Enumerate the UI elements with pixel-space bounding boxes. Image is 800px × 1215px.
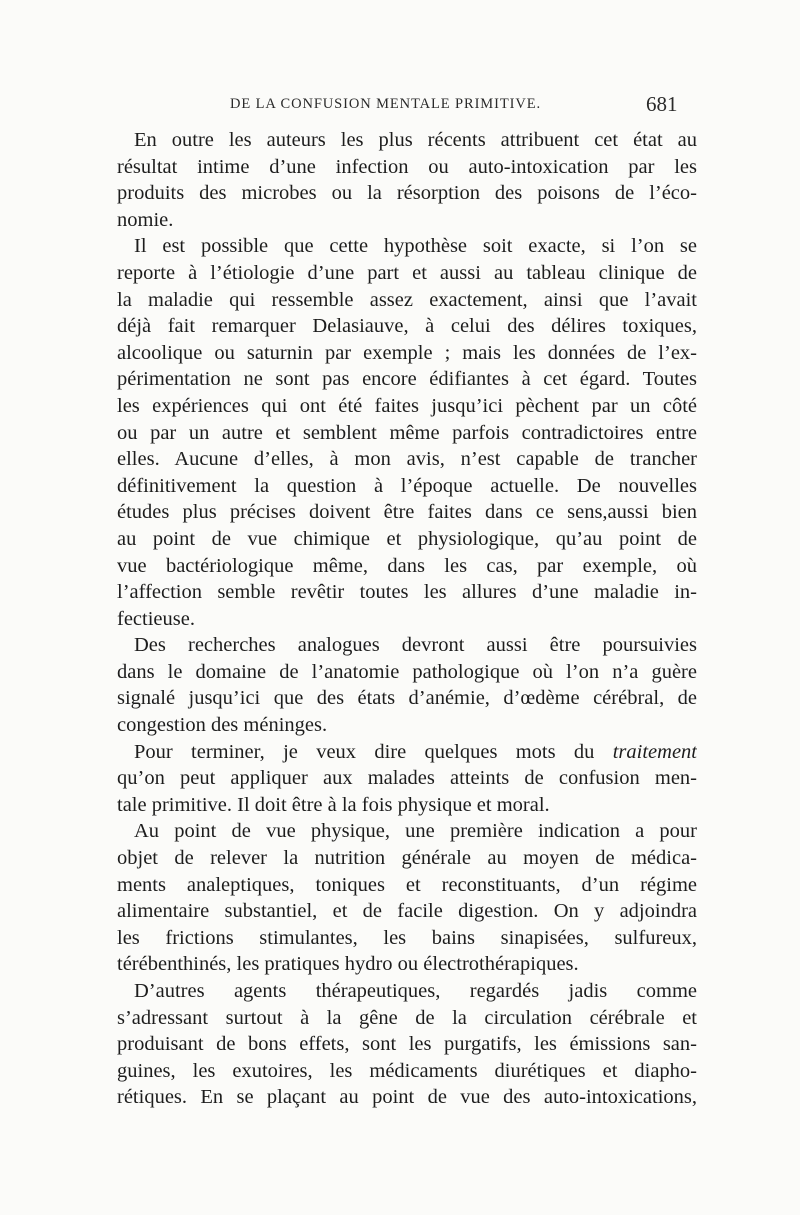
text-line: rétiques. En se plaçant au point de vue des auto-intoxications, [117,1086,697,1109]
text-line: Il est possible que cette hypothèse soit exacte, si l’on se [134,235,697,258]
text-line: études plus précises doivent être faites dans ce sens,aussi bien [117,501,697,524]
italic-term: traitement [612,740,697,763]
text-line: signalé jusqu’ici que des états d’anémie, d’œdème cérébral, de [117,687,697,710]
paragraph [117,632,697,738]
text-line: s’adressant surtout à la gêne de la circulation cérébrale et [117,1006,697,1029]
text-line: l’affection semble revêtir toutes les allures d’une maladie in- [117,581,697,604]
text-line: Au point de vue physique, une première indication a pour [134,820,697,843]
text-line: fectieuse. [117,607,195,630]
text-line: guines, les exutoires, les médicaments diurétiques et diapho- [117,1059,697,1082]
text-line: vue bactériologique même, dans les cas, par exemple, où [117,554,697,577]
text-line: congestion des méninges. [117,714,328,737]
text-line: nomie. [117,208,174,231]
text-line: alimentaire substantiel, et de facile digestion. On y adjoindra [117,900,697,923]
text-line: périmentation ne sont pas encore édifiantes à cet égard. Toutes [117,368,697,391]
paragraph [117,127,697,233]
text-line: produisant de bons effets, sont les purgatifs, les émissions san- [117,1033,697,1056]
text-line: tale primitive. Il doit être à la fois physique et moral. [117,793,550,816]
body-text [117,127,697,1111]
text-run: Pour terminer, je veux dire quelques mots du [134,740,613,763]
text-line [117,739,697,766]
text-line: D’autres agents thérapeutiques, regardés jadis comme [134,980,697,1002]
text-line: la maladie qui ressemble assez exactement, ainsi que l’avait [117,288,697,311]
paragraph [117,233,697,632]
page-number: 681 [646,92,678,116]
text-line: Des recherches analogues devront aussi être poursuivies [134,634,697,657]
text-line: produits des microbes ou la résorption des poisons de l’éco- [117,182,697,205]
text-line: résultat intime d’une infection ou auto-intoxication par les [117,155,697,178]
text-line: les frictions stimulantes, les bains sinapisées, sulfureux, [117,926,697,949]
text-line: térébenthinés, les pratiques hydro ou électrothérapiques. [117,953,579,976]
text-line: déjà fait remarquer Delasiauve, à celui des délires toxiques, [117,315,697,338]
text-line: ments analeptiques, toniques et reconstituants, d’un régime [117,873,697,896]
text-line: ou par un autre et semblent même parfois contradictoires entre [117,421,697,444]
text-line: au point de vue chimique et physiologique, qu’au point de [117,527,697,550]
text-line: objet de relever la nutrition générale au moyen de médica- [117,847,697,870]
text-line: qu’on peut appliquer aux malades atteints de confusion men- [117,767,697,790]
text-line: les expériences qui ont été faites jusqu’ici pèchent par un côté [117,394,697,417]
text-line: dans le domaine de l’anatomie pathologique où l’on n’a guère [117,660,697,683]
text-line: elles. Aucune d’elles, à mon avis, n’est capable de trancher [117,448,697,471]
running-head: DE LA CONFUSION MENTALE PRIMITIVE. [230,96,541,112]
text-line: En outre les auteurs les plus récents attribuent cet état au [134,129,697,151]
text-line: définitivement la question à l’époque actuelle. De nouvelles [117,474,697,497]
text-line: reporte à l’étiologie d’une part et aussi au tableau clinique de [117,261,697,284]
paragraph [117,739,697,819]
paragraph [117,818,697,978]
text-line: alcoolique ou saturnin par exemple ; mais les données de l’ex- [117,341,697,364]
paragraph [117,978,697,1111]
